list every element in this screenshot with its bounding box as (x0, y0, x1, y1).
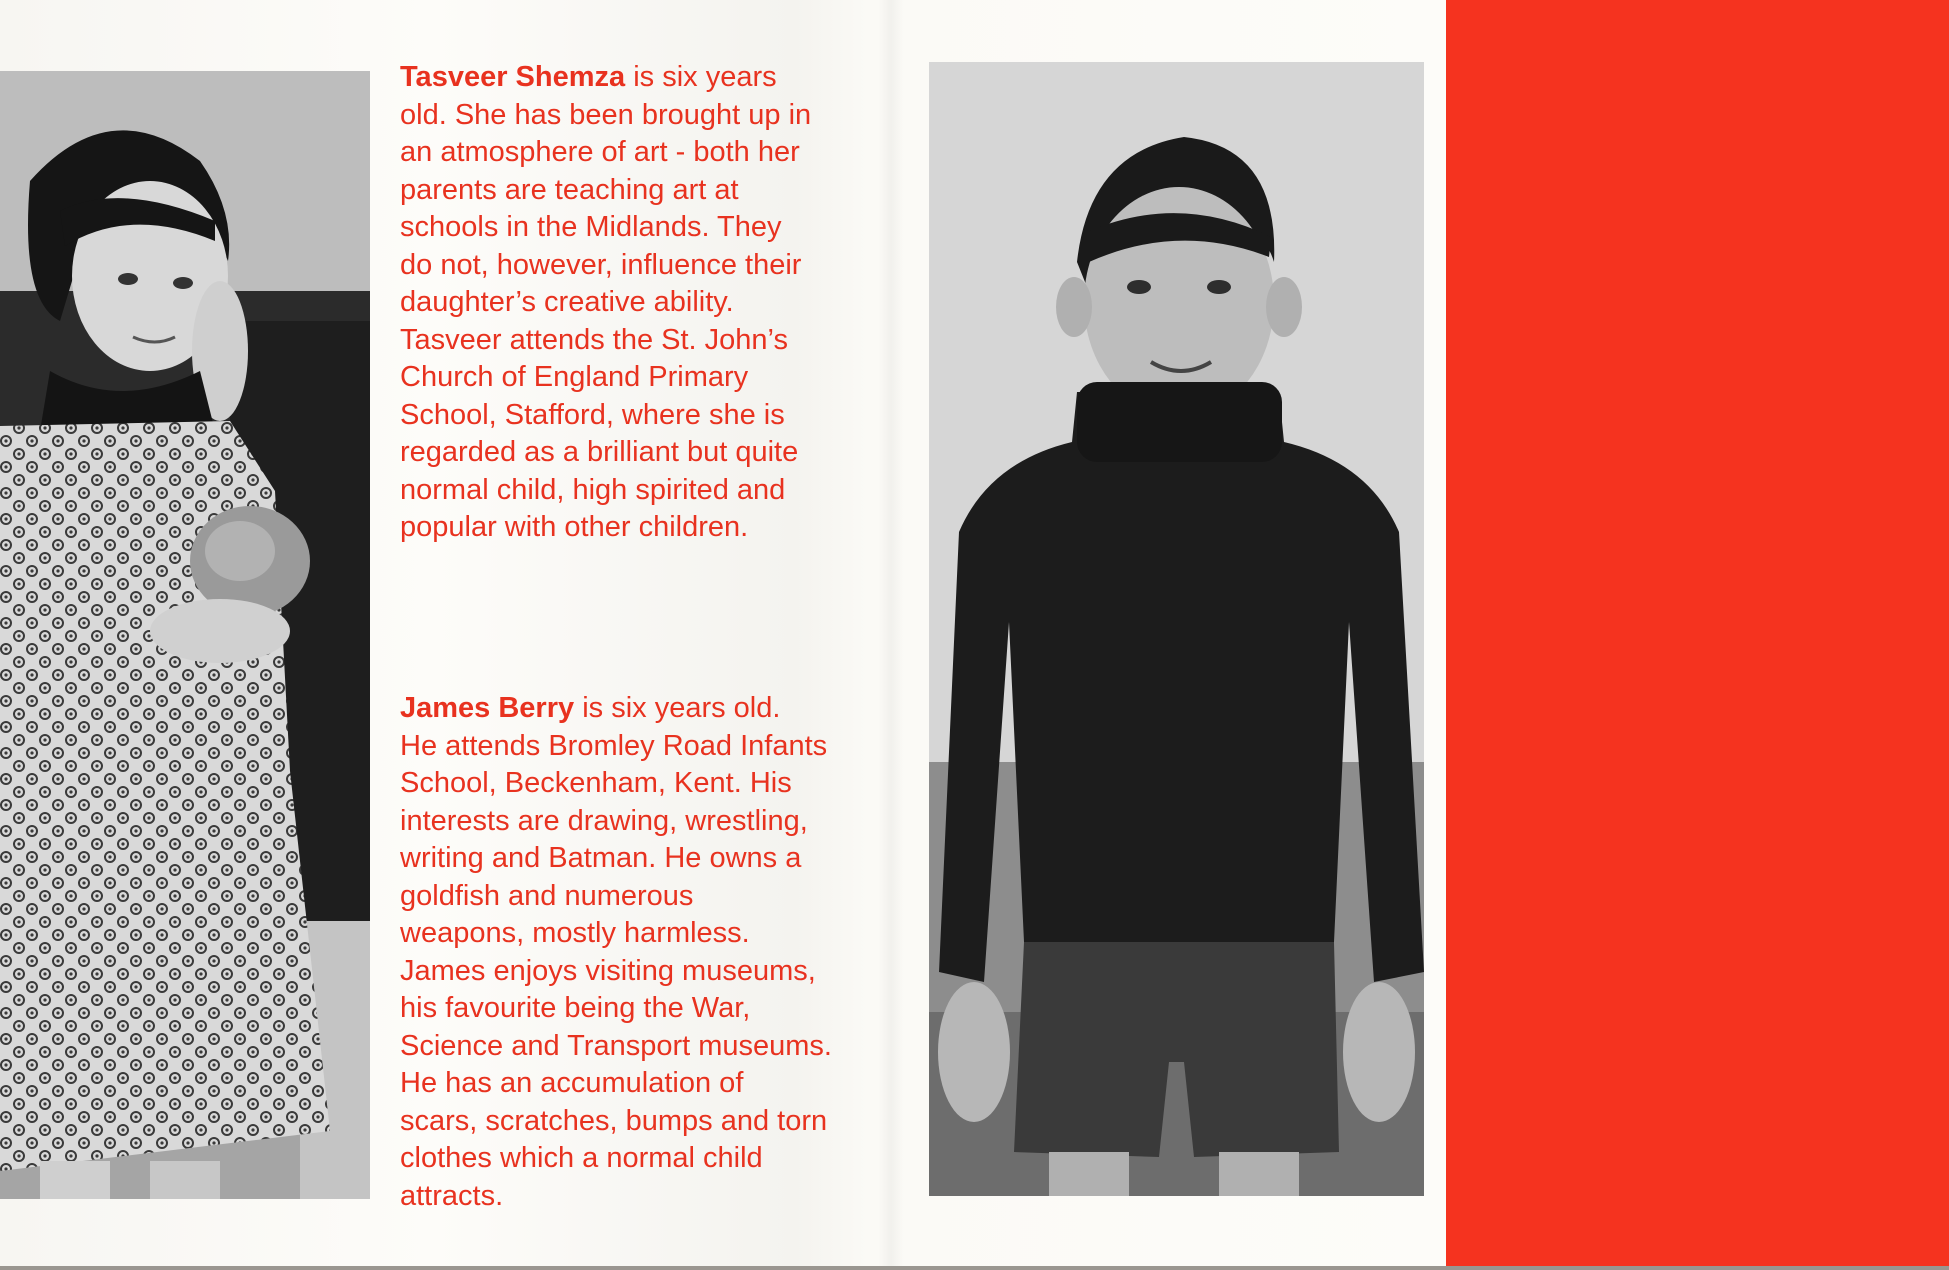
bio-line: parents are teaching art at (400, 173, 739, 206)
bio-line: attracts. (400, 1179, 504, 1212)
bio-line: Science and Transport museums. (400, 1029, 832, 1062)
bio-line: scars, scratches, bumps and torn (400, 1104, 828, 1137)
photo-girl-drawing (0, 71, 370, 1199)
bio-first-line (400, 690, 910, 728)
photo-boy (929, 62, 1424, 1196)
bio-line: his favourite being the War, (400, 992, 751, 1024)
bio-line: daughter’s creative ability. (400, 286, 734, 318)
bio-james-berry (400, 690, 910, 1215)
bio-line: Tasveer attends the St. John’s (400, 323, 788, 356)
photo-boy-drawing (929, 62, 1424, 1196)
bio-line: He attends Bromley Road Infants (400, 729, 828, 762)
red-panel (1446, 0, 1949, 1270)
bio-line: Church of England Primary (400, 361, 749, 393)
bio-line: James enjoys visiting museums, (400, 954, 816, 987)
bio-line: schools in the Midlands. They (400, 211, 782, 243)
bio-line: popular with other children. (400, 511, 749, 543)
bio-tasveer-shemza (400, 59, 900, 547)
bio-line: do not, however, influence their (400, 248, 802, 281)
bio-line: an atmosphere of art - both her (400, 136, 800, 168)
bio-line: writing and Batman. He owns a (400, 842, 802, 874)
bio-line: School, Stafford, where she is (400, 398, 785, 431)
bio-line: regarded as a brilliant but quite (400, 436, 799, 468)
bio-line: goldfish and numerous (400, 879, 694, 912)
bio-line: clothes which a normal child (400, 1142, 763, 1174)
bio-first-line (400, 59, 900, 97)
bio-line: normal child, high spirited and (400, 473, 786, 506)
bio-line: old. She has been brought up in (400, 98, 812, 131)
photo-girl (0, 71, 370, 1199)
bio-line: School, Beckenham, Kent. His (400, 767, 792, 799)
bio-name: James Berry (400, 692, 575, 724)
bio-line: is six years (625, 61, 777, 93)
bio-line: weapons, mostly harmless. (400, 917, 750, 949)
bio-line: is six years old. (574, 692, 781, 724)
bio-line: interests are drawing, wrestling, (400, 804, 808, 837)
page-bottom-edge (0, 1266, 1949, 1270)
bio-line: He has an accumulation of (400, 1067, 744, 1099)
bio-name: Tasveer Shemza (400, 61, 626, 93)
